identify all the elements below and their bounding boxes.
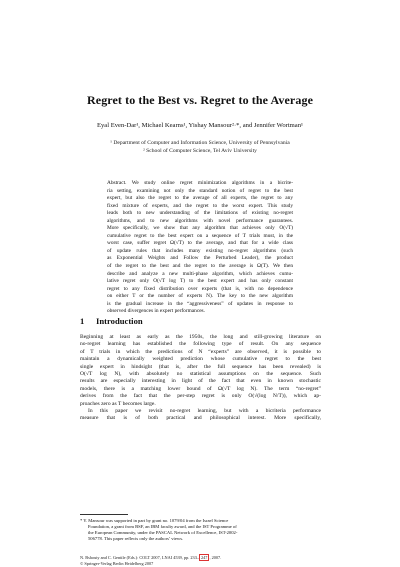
footnote-line: Foundation, a grant from BSF, an IBM faculty award, and the IST Programme of — [88, 524, 237, 529]
footnote-line: * Y. Mansour was supported in part by grant no. 1079/04 from the Israel Science — [80, 518, 229, 523]
abstract-line: lative regret only O(√T log T) to the best expert and has only constant — [107, 278, 293, 285]
body-line: models, there is a matching lower bound of Ω(√T log N). The term “no-regret” — [80, 385, 321, 392]
affiliation-1: ¹ Department of Computer and Information Science, University of Pennsylvania — [110, 140, 290, 146]
body-line: In this paper we revisit no-regret learning, but with a bicriteria performance — [88, 408, 321, 415]
copyright-line: © Springer-Verlag Berlin Heidelberg 2007 — [80, 561, 154, 566]
section-heading — [80, 316, 143, 326]
body-line: proaches zero as T becomes large. — [80, 400, 156, 407]
abstract-line: algorithms, and to new algorithms with novel performance guarantees. — [107, 217, 293, 224]
abstract-line: ria setting, examining not only the standard notion of regret to the best — [107, 187, 293, 194]
abstract-line: More specifically, we show that any algorithm that achieves only O(√T) — [107, 225, 293, 232]
affiliation-2: ² School of Computer Science, Tel Aviv University — [143, 148, 257, 154]
abstract-line: fixed mixture of experts, and the regret to the worst expert. This study — [107, 202, 293, 209]
body-line: results are especially interesting in light of the fact that even in known stochastic — [80, 378, 321, 385]
abstract-line: of update rules that includes many existing no-regret algorithms (such — [107, 247, 293, 254]
abstract-line: regret to any fixed distribution over experts (that is, with no dependence — [107, 285, 293, 292]
body-line: of T trials in which the predictions of N “experts” are observed, it is possible to — [80, 348, 321, 355]
page-number-link[interactable]: 247 — [201, 555, 208, 560]
abstract-line: is the gradual increase in the “aggressiveness” of updates in response to — [107, 300, 293, 307]
body-line: O(√T log N), with absolutely no statistical assumptions on the sequence. Such — [80, 371, 321, 378]
body-line: maintain a dynamically weighted prediction whose cumulative regret to the best — [80, 356, 321, 363]
abstract-line: expert, but also the regret to the average of all experts, the regret to any — [107, 195, 293, 202]
body-line: Beginning at least as early as the 1950s, the long and still-growing literature on — [80, 334, 321, 340]
citation-prefix: N. Bshouty and C. Gentile (Eds.): COLT 2007, LNAI 4539, pp. 233– — [80, 555, 199, 560]
abstract-line: worst case, suffer regret Ω(√T) to the average, and that for a wide class — [107, 240, 293, 247]
paper-title: Regret to the Best vs. Regret to the Average — [87, 93, 313, 107]
abstract-line: on either T or the number of experts N). The key to the new algorithm — [107, 293, 293, 300]
abstract-line: of the regret to the best and the regret to the average is Ω(T). We then — [107, 263, 293, 270]
body-line: single expert in hindsight (that is, after the full sequence has been revealed) is — [80, 363, 321, 370]
footnote-line: 506778. This paper reflects only the authors’ views. — [88, 536, 184, 541]
abstract — [107, 180, 293, 316]
body-line: derives from the fact that the per-step regret is only O(√(log N/T)), which ap- — [80, 393, 321, 400]
abstract-line: leads both to new understanding of the limitations of existing no-regret — [107, 210, 293, 217]
abstract-line: as Exponential Weights and Follow the Perturbed Leader), the product — [107, 255, 293, 262]
abstract-line: observed divergences in expert performances. — [107, 308, 205, 315]
section-number: 1 — [80, 316, 85, 326]
citation-line — [80, 554, 321, 561]
citation-suffix: , 2007. — [209, 555, 222, 560]
abstract-line: describe and analyze a new multi-phase algorithm, which achieves cumu- — [107, 270, 293, 277]
section-title: Introduction — [96, 316, 143, 326]
body-line: no-regret learning has established the following type of result. On any sequence — [80, 341, 321, 348]
abstract-line: Abstract. We study online regret minimization algorithms in a bicrite- — [107, 180, 293, 186]
body-line: measure that is of both practical and philosophical interest. More specifically, — [80, 415, 321, 422]
abstract-line: cumulative regret to the best expert on a sequence of T trials must, in the — [107, 232, 293, 239]
footnote-line: the European Community, under the PASCAL Network of Excellence, IST-2002- — [88, 530, 238, 535]
intro-body — [80, 334, 321, 423]
footnote-rule — [80, 514, 128, 515]
publication-info — [80, 554, 321, 567]
footnote — [80, 518, 321, 542]
author-list: Eyal Even-Dar¹, Michael Kearns¹, Yishay Mansour²·*, and Jennifer Wortman¹ — [96, 122, 304, 129]
